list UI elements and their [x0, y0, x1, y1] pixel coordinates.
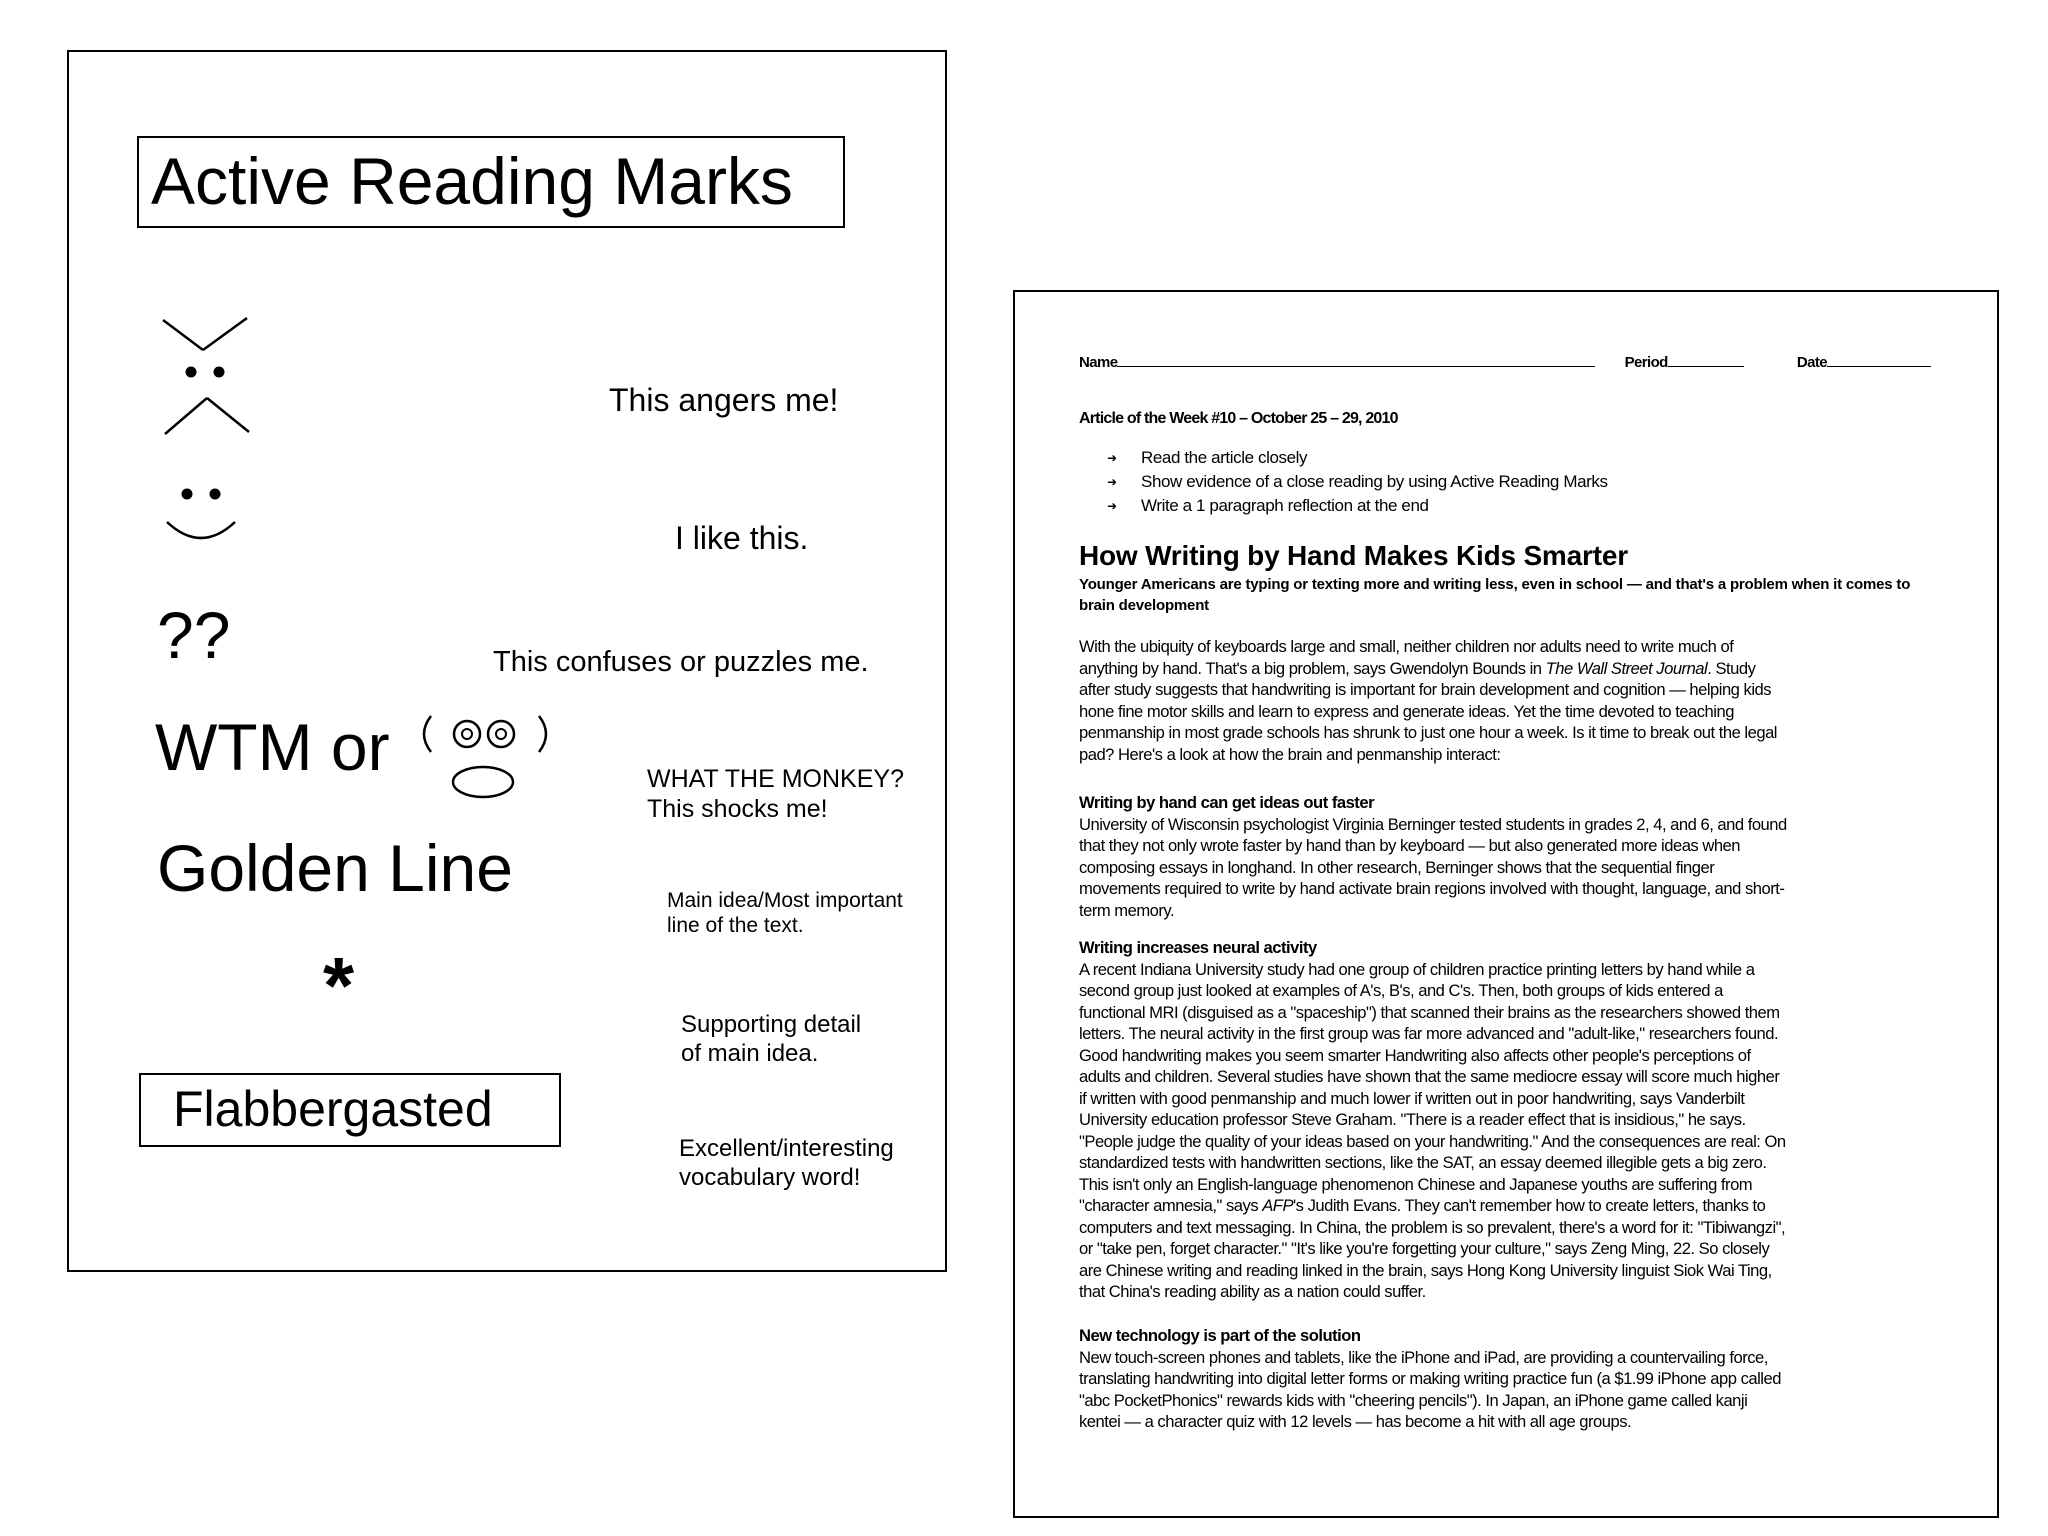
article-subtitle: Younger Americans are typing or texting more and writing less, even in school — and that's a problem when it comes to brain development	[1079, 576, 1911, 614]
week-line: Article of the Week #10 – October 25 – 29, 2010	[1079, 410, 1398, 427]
worksheet-header	[1079, 352, 1931, 371]
instruction-item: ➜ Read the article closely	[1107, 446, 1608, 470]
mark-description-angers: This angers me!	[609, 382, 839, 418]
intro-paragraph: With the ubiquity of keyboards large and small, neither children nor adults need to write much of anything by hand. That's a big problem, says Gwendolyn Bounds in The Wall Street Journal. Study after study suggests that handwriting is important for brain development and cognition — helping kids hone fine motor skills and learn to express and generate ideas. Yet the time devoted to teaching penmanship in most grade schools has shrunk to just one hour a week. Is it time to break out the legal pad? Here's a look at how the brain and penmanship interact:	[1079, 636, 1959, 765]
monkey-face-icon	[415, 708, 555, 802]
section-neural-activity: Writing increases neural activity A recent Indiana University study had one group of children practice printing letters by hand while a second group just looked at examples of A's, B's, and C's. Then, both groups of kids entered a functional MRI (disguised as a "spaceship") that scanned their brains as the researchers showed them letters. The neural activity in the first group was far more advanced and "adult-like," researchers found. Good handwriting makes you seem smarter Handwriting also affects other people's perceptions of adults and children. Several studies have shown that the same mediocre essay will score much higher if written with good penmanship and much lower if written out in poor handwriting, says Vanderbilt University education professor Steve Graham. "There is a reader effect that is insidious," he says. "People judge the quality of your ideas based on your handwriting." And the consequences are real: On standardized tests with handwritten sections, like the SAT, an essay deemed illegible gets a big zero. This isn't only an English-language phenomenon Chinese and Japanese youths are suffering from "character amnesia," says AFP's Judith Evans. They can't remember how to create letters, thanks to computers and text messaging. In China, the problem is so prevalent, there's a word for it: "Tibiwangzi", or "take pen, forget character." "It's like you're forgetting your culture," says Zeng Ming, 22. So closely are Chinese writing and reading linked in the brain, says Hong Kong University linguist Siok Wai Ting, that China's reading ability as a nation could suffer.	[1079, 937, 1959, 1303]
flabbergasted-boxed-word: Flabbergasted	[139, 1073, 561, 1147]
mark-description-monkey: WHAT THE MONKEY? This shocks me!	[647, 765, 904, 823]
bullet-icon: ➜	[1107, 475, 1117, 489]
wtm-symbol: WTM or	[155, 710, 390, 784]
bullet-icon: ➜	[1107, 451, 1117, 465]
question-marks-symbol: ??	[157, 598, 231, 672]
section-heading: New technology is part of the solution	[1079, 1326, 1361, 1345]
mark-description-golden-line: Main idea/Most important line of the text.	[667, 889, 903, 937]
name-label: Name	[1079, 354, 1118, 371]
date-label: Date	[1796, 354, 1827, 371]
asterisk-symbol: *	[323, 941, 355, 1030]
mark-description-like: I like this.	[675, 520, 809, 556]
period-blank	[1668, 352, 1744, 367]
section-new-technology: New technology is part of the solution New touch-screen phones and tablets, like the iPhone and iPad, are providing a countervailing force, translating handwriting into digital letter forms or making writing practice fun (a $1.99 iPhone app called "abc PocketPhonics" rewards kids with "cheering pencils"). In Japan, an iPhone game called kanji kentei — a character quiz with 12 levels — has become a hit with all age groups.	[1079, 1325, 1959, 1433]
section-writing-faster: Writing by hand can get ideas out faster University of Wisconsin psychologist Virginia Berninger tested students in grades 2, 4, and 6, and found that they not only wrote faster by hand than by keyboard — but also generated more ideas when composing essays in longhand. In other research, Berninger shows that the sequential finger movements required to write by hand activate brain regions involved with thought, language, and short- term memory.	[1079, 792, 1959, 921]
active-reading-marks-page	[67, 50, 947, 1272]
angry-face-icon	[157, 314, 253, 442]
amnesia-line: "character amnesia," says AFP's Judith Evans. They can't remember how to create letters, thanks to	[1079, 1196, 1766, 1215]
instructions-list	[1107, 446, 1608, 518]
section-heading: Writing increases neural activity	[1079, 938, 1317, 957]
golden-line-symbol: Golden Line	[157, 831, 513, 905]
smiley-face-icon	[163, 472, 243, 556]
instruction-item: ➜ Write a 1 paragraph reflection at the end	[1107, 494, 1608, 518]
date-blank	[1827, 352, 1931, 367]
period-label: Period	[1624, 354, 1668, 371]
section-heading: Writing by hand can get ideas out faster	[1079, 793, 1375, 812]
mark-description-confuse: This confuses or puzzles me.	[493, 646, 869, 678]
mark-description-vocabulary: Excellent/interesting vocabulary word!	[679, 1135, 894, 1191]
article-worksheet-page	[1013, 290, 1999, 1518]
mark-description-supporting-detail: Supporting detail of main idea.	[681, 1011, 862, 1067]
page-title: Active Reading Marks	[137, 136, 845, 228]
article-title: How Writing by Hand Makes Kids Smarter	[1079, 540, 1628, 571]
name-blank	[1117, 352, 1595, 367]
intro-line-journal: anything by hand. That's a big problem, says Gwendolyn Bounds in The Wall Street Journal. Study	[1079, 658, 1756, 678]
bullet-icon: ➜	[1107, 499, 1117, 513]
instruction-item: ➜ Show evidence of a close reading by using Active Reading Marks	[1107, 470, 1608, 494]
